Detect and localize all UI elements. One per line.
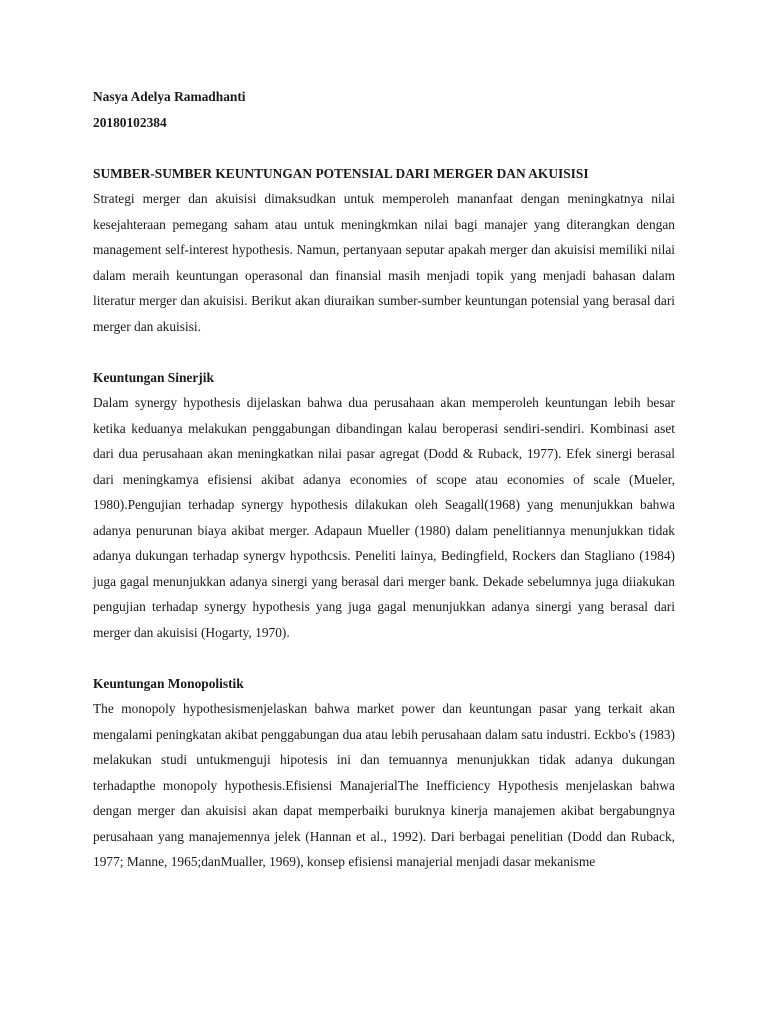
section-body-sinerjik: Dalam synergy hypothesis dijelaskan bahwa dua perusahaan akan memperoleh keuntungan lebih besar ketika keduanya melakukan penggabungan dibandingan kalau beroperasi sendiri-sendiri. Kombinasi aset dari dua perusahaan akan meningkatkan nilai pasar agregat (Dodd & Ruback, 1977). Efek sinergi berasal dari meningkamya efisiensi akibat adanya economies of scope atau economies of scale (Mueler, 1980).Pengujian terhadap synergy hypothesis dilakukan oleh Seagall(1968) yang menunjukkan bahwa adanya penurunan biaya akibat merger. Adapaun Mueller (1980) dalam penelitiannya menunjukkan tidak adanya dukungan terhadap synergv hypothcsis. Peneliti lainya, Bedingfield, Rockers dan Stagliano (1984) juga gagal menunjukkan adanya sinergi yang berasal dari merger bank. Dekade sebelumnya juga diiakukan pengujian terhadap synergy hypothesis yang juga gagal menunjukkan adanya sinergi yang berasal dari merger dan akuisisi (Hogarty, 1970). (93, 395, 675, 640)
section-body-monopolistik: The monopoly hypothesismenjelaskan bahwa market power dan keuntungan pasar yang terkait akan mengalami peningkatan akibat penggabungan dua atau lebih perusahaan dalam satu industri. Eckbo's (1983) melakukan studi untukmenguji hipotesis ini dan temuannya menunjukkan tidak adanya dukungan terhadapthe monopoly hypothesis.Efisiensi ManajerialThe Inefficiency Hypothesis menjelaskan bahwa dengan merger dan akuisisi akan dapat memperbaiki buruknya kinerja manajemen akibat bergabungnya perusahaan yang manajemennya jelek (Hannan et al., 1992). Dari berbagai penelitian (Dodd dan Ruback, 1977; Manne, 1965;danMualler, 1969), konsep efisiensi manajerial menjadi dasar mekanisme (93, 701, 675, 869)
spacer (93, 645, 675, 671)
section-heading-sinerjik: Keuntungan Sinerjik (93, 369, 214, 385)
intro-paragraph: Strategi merger dan akuisisi dimaksudkan untuk memperoleh mananfaat dengan meningkatnya nilai kesejahteraan pemegang saham atau untuk meningkmkan nilai bagi manajer yang diterangkan dengan management self-interest hypothesis. Namun, pertanyaan seputar apakah merger dan akuisisi memiliki nilai dalam meraih keuntungan operasonal dan finansial masih menjadi topik yang menjadi bahasan dalam literatur merger dan akuisisi. Berikut akan diuraikan sumber-sumber keuntungan potensial yang berasal dari merger dan akuisisi. (93, 191, 675, 334)
section-heading-monopolistik: Keuntungan Monopolistik (93, 675, 244, 691)
student-id: 20180102384 (93, 114, 167, 130)
author-name: Nasya Adelya Ramadhanti (93, 89, 246, 104)
document-body (93, 84, 675, 875)
spacer (93, 135, 675, 161)
document-title: SUMBER-SUMBER KEUNTUNGAN POTENSIAL DARI MERGER DAN AKUISISI (93, 165, 589, 181)
spacer (93, 339, 675, 365)
